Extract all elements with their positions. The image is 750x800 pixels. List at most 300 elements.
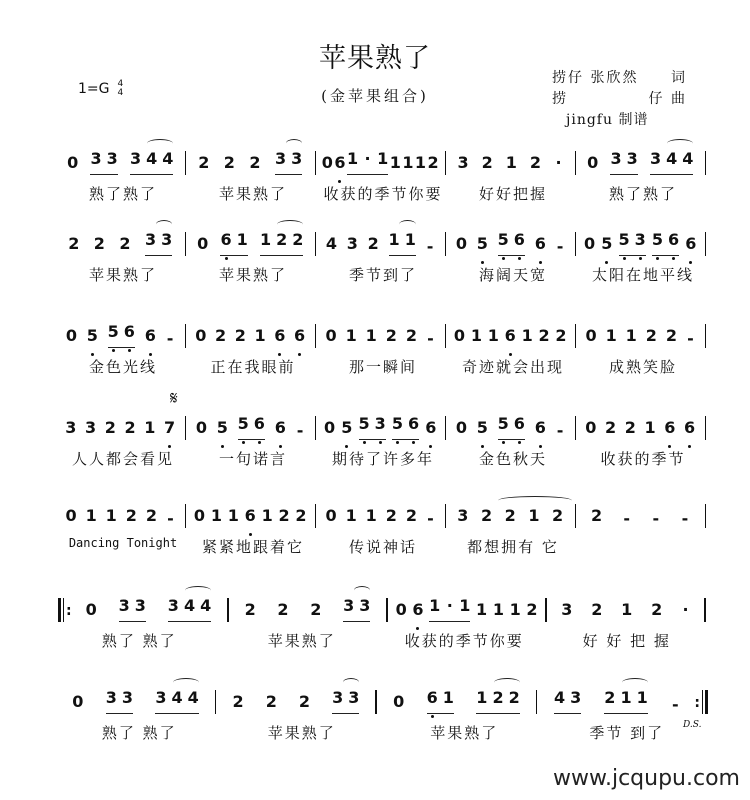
- note: 2: [124, 418, 136, 437]
- measure: [448, 326, 573, 348]
- note: 3: [144, 230, 157, 249]
- credits: 捞仔 张欣然 词 捞 仔 曲 jingfu 制谱: [552, 68, 687, 131]
- note: 2: [276, 230, 288, 249]
- staff-row: [58, 594, 708, 651]
- note: 4: [200, 596, 212, 615]
- note: 1: [85, 506, 97, 525]
- measure: [58, 149, 183, 175]
- dash: -: [426, 237, 434, 256]
- note: 3: [121, 688, 133, 707]
- note: 3: [155, 688, 167, 707]
- lyric: 季节到了: [348, 266, 417, 284]
- note: 2: [232, 692, 244, 711]
- lyric: 都想拥有 它: [467, 538, 559, 556]
- notes-line: [58, 412, 708, 440]
- note: 5: [652, 230, 663, 252]
- note: 0: [65, 326, 78, 345]
- note: 0: [195, 326, 207, 345]
- beam-group: [275, 149, 302, 175]
- note: 4: [183, 596, 196, 615]
- lyric: 金色光线: [88, 358, 157, 376]
- note: 1: [521, 326, 533, 345]
- note: 6: [685, 234, 696, 256]
- repeat-start-sign: [58, 598, 72, 622]
- note: 6: [145, 326, 156, 348]
- note: 2: [277, 600, 289, 619]
- tie-arc: [498, 496, 573, 505]
- beam-group: [343, 596, 370, 622]
- dash: -: [623, 509, 631, 528]
- measure: [578, 506, 703, 528]
- notes-line: [58, 228, 708, 256]
- note: 6: [505, 326, 516, 348]
- note: 0: [67, 153, 79, 172]
- note: 1: [528, 506, 540, 525]
- note: 6: [294, 326, 305, 348]
- note: 2: [385, 506, 397, 525]
- measure: [318, 506, 443, 528]
- bar-line: [575, 324, 577, 348]
- note: 6: [124, 322, 135, 344]
- note: 2: [119, 234, 131, 253]
- note: 0: [324, 418, 336, 437]
- measure: [379, 688, 534, 714]
- note: 3: [118, 596, 130, 615]
- beam-group: [119, 596, 146, 622]
- beam-group: [554, 688, 581, 714]
- beam-group: [260, 230, 303, 256]
- lyric: 太阳在地平线: [591, 266, 694, 284]
- measure: [318, 230, 443, 256]
- note: 2: [405, 326, 417, 345]
- lyric: 收获的季节你要: [404, 632, 524, 650]
- lyric: 季节 到了: [589, 724, 665, 742]
- note: 4: [171, 688, 183, 707]
- note: 5: [341, 418, 352, 440]
- beam-group: [619, 230, 646, 256]
- measure: [448, 230, 573, 256]
- note: 2: [215, 326, 227, 345]
- note: 2: [538, 326, 550, 345]
- beam-group: [604, 688, 647, 714]
- note: 2: [298, 692, 311, 711]
- lyric: 正在我眼前: [210, 358, 296, 376]
- note: 5: [601, 234, 612, 256]
- lyrics-line: [58, 356, 708, 377]
- note: 2: [504, 506, 516, 525]
- bar-line: [445, 324, 447, 348]
- measure: [218, 688, 373, 714]
- lyric: 期待了许多年: [331, 450, 434, 468]
- measure: [578, 418, 703, 440]
- beam-group: [145, 230, 172, 256]
- tie-arc: [343, 678, 359, 687]
- lyric: 海阔天宽: [478, 266, 547, 284]
- note: 3: [570, 688, 582, 707]
- tie-arc: [277, 220, 303, 229]
- measure: [188, 326, 313, 348]
- note: 5: [238, 414, 249, 436]
- note: 3: [359, 596, 371, 615]
- note: 0: [197, 234, 209, 253]
- bar-line: [315, 324, 317, 348]
- note: 0: [65, 506, 77, 525]
- note: 1: [505, 153, 517, 172]
- note: 2: [265, 692, 277, 711]
- lyric: 熟了熟了: [608, 185, 677, 203]
- lyric: 那一瞬间: [348, 358, 417, 376]
- note: 3: [457, 506, 469, 525]
- note: 6: [334, 153, 345, 175]
- staff-row: [58, 412, 708, 469]
- lyric: 收获的季节你要: [323, 185, 443, 203]
- measure: [72, 596, 226, 622]
- key-signature: [78, 80, 123, 98]
- note: 2: [645, 326, 657, 345]
- beam-group: [427, 688, 454, 714]
- note: 0: [393, 692, 405, 711]
- note: 1: [377, 149, 389, 168]
- note: 1: [476, 688, 488, 707]
- bar-line: [575, 504, 577, 528]
- note: 2: [651, 600, 663, 619]
- note: 1: [389, 153, 401, 172]
- lyricist: 捞仔 张欣然: [552, 70, 639, 86]
- dash: -: [671, 695, 679, 714]
- lyric: 好 好 把 握: [582, 632, 671, 650]
- note: 2: [665, 326, 677, 345]
- bar-line: [575, 232, 577, 256]
- note: 1: [388, 230, 400, 249]
- measure: [578, 230, 703, 256]
- lyric: 熟了 熟了: [101, 724, 177, 742]
- note: 4: [666, 149, 678, 168]
- note: 6: [220, 230, 231, 252]
- note: 2: [604, 688, 616, 707]
- note: 3: [343, 596, 355, 615]
- note: 6: [425, 418, 436, 440]
- note: 1: [625, 326, 637, 345]
- beam-group: [130, 149, 173, 175]
- arranger: jingfu 制谱: [566, 112, 649, 128]
- note: 3: [161, 230, 173, 249]
- notes-line: [58, 594, 708, 622]
- note: 2: [278, 506, 290, 525]
- beam-group: [429, 596, 470, 622]
- lyrics-line: [58, 722, 708, 743]
- note: 2: [234, 326, 246, 345]
- tie-arc: [399, 220, 415, 229]
- beam-group: [238, 414, 265, 440]
- beam-group: [389, 230, 416, 256]
- note: 2: [244, 600, 256, 619]
- staff-row: [58, 686, 708, 743]
- dash: -: [556, 237, 564, 256]
- bar-line: [315, 416, 317, 440]
- note: 3: [90, 149, 102, 168]
- note: 1: [365, 506, 377, 525]
- lyric: 收获的季节: [600, 450, 686, 468]
- note: 4: [553, 688, 566, 707]
- bar-line: [185, 324, 187, 348]
- note: 5: [87, 326, 98, 348]
- note: 6: [535, 418, 546, 440]
- note: 2: [68, 234, 80, 253]
- note: 6: [274, 326, 285, 348]
- note: 6: [427, 688, 438, 710]
- note: ·: [446, 596, 453, 615]
- lyrics-line: [58, 448, 708, 469]
- note: 1: [605, 326, 617, 345]
- dash: -: [296, 421, 304, 440]
- lyric: 紧紧地跟着它: [201, 538, 304, 556]
- lyrics-line: [58, 183, 708, 204]
- note: 3: [346, 234, 358, 253]
- lyrics-line: [58, 264, 708, 285]
- note: 2: [104, 418, 116, 437]
- bar-line: [185, 232, 187, 256]
- lyric: 人人都会看见: [71, 450, 174, 468]
- beam-group: [392, 414, 419, 440]
- bar-line: [315, 232, 317, 256]
- note: 5: [498, 230, 509, 252]
- lyric: 一句诺言: [218, 450, 287, 468]
- measure: [448, 506, 573, 528]
- note: 3: [129, 149, 142, 168]
- beam-group: [652, 230, 679, 256]
- note: 3: [105, 688, 117, 707]
- measure: [578, 326, 703, 348]
- song-title: 苹果熟了: [319, 43, 431, 74]
- notes-line: [58, 320, 708, 348]
- note: ·: [555, 153, 562, 172]
- note: 1: [346, 149, 359, 168]
- measure: [539, 688, 694, 714]
- dash: -: [427, 329, 434, 348]
- measure: [549, 600, 703, 622]
- note: 6: [514, 414, 525, 436]
- note: 1: [442, 688, 454, 707]
- note: 3: [375, 414, 386, 436]
- beam-group: [332, 688, 359, 714]
- measure: [448, 153, 573, 175]
- note: 2: [249, 153, 261, 172]
- note: 1: [261, 506, 273, 525]
- segno-mark: 𝄋: [170, 388, 178, 409]
- note: 1: [365, 326, 377, 345]
- bar-line: [445, 504, 447, 528]
- measure: [188, 230, 313, 256]
- dash: -: [681, 509, 689, 528]
- note: 5: [217, 418, 228, 440]
- note: 5: [359, 414, 370, 436]
- note: 1: [621, 600, 633, 619]
- note: 5: [108, 322, 119, 344]
- beam-group: [106, 688, 133, 714]
- note: 3: [626, 149, 638, 168]
- note: 3: [348, 688, 360, 707]
- bar-line: [575, 151, 577, 175]
- measure: [318, 414, 443, 440]
- note: 0: [325, 506, 337, 525]
- note: 1: [487, 326, 499, 345]
- beam-group: [610, 149, 637, 175]
- note: 2: [145, 506, 157, 525]
- measure: [318, 326, 443, 348]
- bar-line: [705, 232, 707, 256]
- note: 0: [395, 600, 407, 619]
- note: 3: [610, 149, 622, 168]
- note: 1: [345, 326, 357, 345]
- note: 3: [635, 230, 646, 252]
- staff-row: [58, 500, 708, 557]
- note: 6: [668, 230, 679, 252]
- time-signature: 4 4: [117, 79, 124, 98]
- beam-group: [476, 688, 519, 714]
- note: 6: [684, 418, 695, 440]
- note: 5: [477, 234, 488, 256]
- bar-line: [705, 504, 707, 528]
- staff-row: [58, 320, 708, 377]
- note: 1: [236, 230, 248, 249]
- lyric: 成熟笑脸: [608, 358, 677, 376]
- ds-mark: D.S.: [683, 720, 702, 730]
- note: 3: [274, 149, 287, 168]
- beam-group: [347, 149, 388, 175]
- staff-row: [58, 228, 708, 285]
- note: 4: [325, 234, 338, 253]
- note: 1: [476, 600, 488, 619]
- note: 2: [427, 153, 439, 172]
- note: 1: [644, 418, 656, 437]
- bar-line: [315, 151, 317, 175]
- note: 1: [345, 506, 357, 525]
- tie-arc: [622, 678, 648, 687]
- note: 1: [620, 688, 632, 707]
- lyric: 苹果熟了: [430, 724, 499, 742]
- dash: -: [167, 509, 174, 528]
- note: 3: [561, 600, 573, 619]
- measure: [188, 506, 313, 528]
- note: 1: [402, 153, 414, 172]
- bar-line: [185, 504, 187, 528]
- tie-arc: [156, 220, 172, 229]
- note: 3: [332, 688, 344, 707]
- note: 3: [106, 149, 118, 168]
- note: 3: [167, 596, 179, 615]
- measure: [578, 149, 703, 175]
- tie-arc: [173, 678, 199, 687]
- thick-bar: [58, 598, 61, 622]
- lyric: 奇迹就会出现: [461, 358, 564, 376]
- note: 3: [649, 149, 662, 168]
- thin-bar: [702, 690, 703, 714]
- measure: [448, 414, 573, 440]
- tie-arc: [667, 139, 693, 148]
- lyric: 金色秋天: [478, 450, 547, 468]
- measure: [58, 418, 183, 440]
- bar-line: [215, 690, 217, 714]
- note: 2: [310, 600, 322, 619]
- note: 2: [552, 506, 564, 525]
- repeat-dots: :: [66, 603, 72, 619]
- bar-line: [386, 598, 388, 622]
- measure: [58, 322, 183, 348]
- measure: [318, 149, 443, 175]
- notes-line: [58, 147, 708, 175]
- beam-group: [220, 230, 247, 256]
- note: 6: [535, 234, 546, 256]
- tie-arc: [286, 139, 302, 148]
- bar-line: [536, 690, 538, 714]
- notes-line: [58, 500, 708, 528]
- note: 0: [85, 600, 97, 619]
- tie-arc: [354, 586, 370, 595]
- beam-group: [498, 230, 525, 256]
- note: 2: [385, 326, 397, 345]
- bar-line: [375, 690, 377, 714]
- beam-group: [168, 596, 211, 622]
- note: 1: [429, 596, 441, 615]
- bar-line: [704, 598, 706, 622]
- measure: [188, 149, 313, 175]
- note: 0: [193, 506, 206, 525]
- note: 0: [195, 418, 208, 437]
- song-subtitle: (金苹果组合): [321, 87, 429, 105]
- beam-group: [90, 149, 117, 175]
- note: ·: [682, 600, 689, 619]
- tie-arc: [185, 586, 211, 595]
- lyric: 苹果熟了: [88, 266, 157, 284]
- note: 0: [455, 418, 468, 437]
- note: 1: [459, 596, 471, 615]
- bar-line: [445, 151, 447, 175]
- repeat-end-sign: [694, 690, 708, 714]
- dash: -: [427, 509, 434, 528]
- note: 1: [492, 600, 504, 619]
- note: 1: [105, 506, 117, 525]
- lyrics-line: [58, 536, 708, 557]
- note: 7: [164, 418, 175, 440]
- note: 1: [210, 506, 222, 525]
- note: 2: [605, 418, 617, 437]
- bar-line: [545, 598, 547, 622]
- beam-group: [498, 414, 525, 440]
- bar-line: [575, 416, 577, 440]
- note: 2: [508, 688, 520, 707]
- note: 2: [292, 230, 304, 249]
- note: 0: [72, 692, 84, 711]
- note: 5: [619, 230, 630, 252]
- bar-line: [445, 416, 447, 440]
- notes-line: [58, 686, 708, 714]
- note: 6: [275, 418, 286, 440]
- bar-line: [185, 416, 187, 440]
- bar-line: [705, 416, 707, 440]
- note: 0: [325, 326, 337, 345]
- note: 1: [254, 326, 266, 345]
- note: 4: [187, 688, 199, 707]
- note: 6: [254, 414, 265, 436]
- note: 1: [414, 153, 427, 172]
- measure: [58, 506, 183, 528]
- composer: 捞: [552, 91, 568, 107]
- note: 3: [134, 596, 146, 615]
- note: 2: [405, 506, 417, 525]
- note: 0: [321, 153, 333, 172]
- note: 4: [162, 149, 174, 168]
- beam-group: [108, 322, 135, 348]
